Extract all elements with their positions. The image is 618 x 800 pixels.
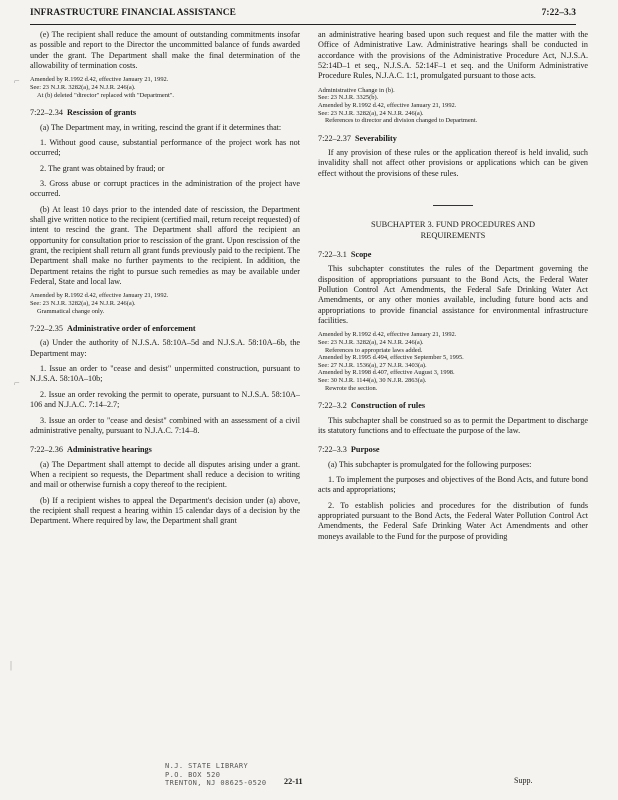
section-heading: 7:22–2.37 Severability [318, 133, 397, 143]
section-heading: 7:22–3.1 Scope [318, 250, 372, 260]
history-note: Administrative Change in (b). See: 23 N.J.R. 3325(b). Amended by R.1992 d.42, effective January 21, 1992. See: 23 N.J.R. 3282(a), 24 N.J.R. 246(a). References to director and division changed to Department. [318, 86, 478, 125]
section-divider [433, 205, 473, 206]
history-note: Amended by R.1992 d.42, effective January 21, 1992. See: 23 N.J.R. 3282(a), 24 N.J.R. 246(a). At (b) deleted "director" replaced with "Department". [30, 76, 174, 99]
history-note: Amended by R.1992 d.42, effective January 21, 1992. See: 23 N.J.R. 3282(a), 24 N.J.R. 246(a). Grammatical change only. [30, 292, 169, 315]
paragraph: (e) The recipient shall reduce the amount of outstanding commitments insofar as possible and report to the Director the uncommitted balance of funds awarded under the grant. The Department shall make the final determination of the allowability of termination costs. [30, 30, 300, 71]
section-heading: 7:22–2.36 Administrative hearings [30, 445, 152, 455]
header-section: 7:22–3.3 [541, 8, 576, 18]
section-heading: 7:22–3.3 Purpose [318, 445, 380, 455]
paragraph: an administrative hearing based upon such request and file the matter with the Office of Administrative Law. Administrative hearings shall be conducted in accordance with the provisions of the Administrative Procedure Act, N.J.S.A. 52:14D–1 et seq., N.J.S.A. 52:14F–1 et seq. and the Uniform Administrative Procedure Rules, N.J.A.C. 1:1, promulgated pursuant to those acts. [318, 30, 588, 81]
history-note: Amended by R.1992 d.42, effective January 21, 1992. See: 23 N.J.R. 3282(a), 24 N.J.R. 246(a). References to appropriate laws added. Amended by R.1995 d.494, effective September 5, 1995. See: 27 N.J.R. 1536(a), 27 N.J.R. 3403(a). Amended by R.1998 d.407, effective August 3, 1998. See: 30 N.J.R. 1144(a), 30 N.J.R. 2863(a). Rewrote the section. [318, 331, 464, 392]
section-heading: 7:22–2.34 Rescission of grants [30, 108, 137, 118]
paragraph: This subchapter shall be construed so as to permit the Department to discharge its statutory functions and to effectuate the purpose of the law. [318, 415, 588, 435]
paragraph: (b) At least 10 days prior to the intended date of rescission, the Department shall give written notice to the recipient (certified mail, return receipt requested) of intent to rescind the grant. The Department shall afford the recipient an opportunity for consultation prior to rescission of the grant. Upon rescission of the grant, the recipient shall return all grant funds previously paid to the recipient. The Department shall make no further payments to the recipient. In addition, the Department retains the right to pursue such remedies as may be available under Federal, State and local law. [30, 204, 300, 286]
paragraph: (a) Under the authority of N.J.S.A. 58:10A–5d and N.J.S.A. 58:10A–6b, the Department may: [30, 338, 300, 358]
right-column [318, 30, 588, 547]
library-stamp: N.J. STATE LIBRARY P.O. BOX 520 TRENTON, NJ 08625-0520 [165, 762, 267, 787]
margin-mark: ⌐ [14, 76, 20, 87]
subchapter-heading: SUBCHAPTER 3. FUND PROCEDURES AND REQUIREMENTS [370, 220, 536, 240]
left-column [30, 30, 300, 532]
paragraph: (a) The Department shall attempt to decide all disputes arising under a grant. When a recipient so requests, the Department shall reduce a decision to writing and mail or otherwise furnish a copy thereof to the recipient. [30, 459, 300, 490]
list-item: 1. To implement the purposes and objectives of the Bond Acts, and future bond acts and appropriations; [318, 474, 588, 495]
running-header [30, 8, 576, 25]
list-item: 2. The grant was obtained by fraud; or [40, 163, 165, 173]
margin-mark: | [10, 660, 13, 671]
page-footer [0, 762, 618, 800]
supplement-label: Supp. [514, 776, 533, 785]
paragraph: (b) If a recipient wishes to appeal the Department's decision under (a) above, the recipient shall request a hearing within 15 calendar days of a decision by the Department. Where required by law, the Department shall grant [30, 495, 300, 526]
list-item: 3. Issue an order to "cease and desist" combined with an assessment of a civil administrative penalty, pursuant to N.J.A.C. 7:14–8. [30, 415, 300, 435]
header-title: INFRASTRUCTURE FINANCIAL ASSISTANCE [30, 8, 236, 18]
list-item: 1. Issue an order to "cease and desist" unpermitted construction, pursuant to N.J.S.A. 58:10A–10b; [30, 364, 300, 384]
section-heading: 7:22–2.35 Administrative order of enforcement [30, 324, 196, 334]
list-item: 2. Issue an order revoking the permit to operate, pursuant to N.J.S.A. 58:10A–106 and N.J.A.C. 7:14–2.7; [30, 389, 300, 410]
section-heading: 7:22–3.2 Construction of rules [318, 401, 426, 411]
list-item: 2. To establish policies and procedures for the distribution of funds appropriated pursuant to the Bond Acts, the Federal Water Pollution Control Act Amendments, the Federal Safe Drinking Water Act Amendments and other moneys available to the Fund for the purpose of providing [318, 500, 588, 541]
paragraph: This subchapter constitutes the rules of the Department governing the disposition of appropriations pursuant to the Bond Acts, the Federal Water Pollution Control Act Amendments, the Federal Safe Drinking Water Act Amendments, or any other monies available, including future bond acts and appropriations to provide financial assistance for environmental infrastructure facilities. [318, 264, 588, 326]
paragraph: If any provision of these rules or the application thereof is held invalid, such invalidity shall not affect other provisions or applications which can be given effect without the provisions of these rules. [318, 148, 588, 178]
paragraph: (a) This subchapter is promulgated for the following purposes: [328, 459, 532, 469]
paragraph: (a) The Department may, in writing, rescind the grant if it determines that: [40, 122, 282, 132]
margin-mark: ⌐ [14, 378, 20, 389]
list-item: 1. Without good cause, substantial performance of the project work has not occurred; [30, 137, 300, 158]
page-number: 22-11 [284, 777, 303, 786]
list-item: 3. Gross abuse or corrupt practices in the administration of the project have occurred. [30, 178, 300, 199]
